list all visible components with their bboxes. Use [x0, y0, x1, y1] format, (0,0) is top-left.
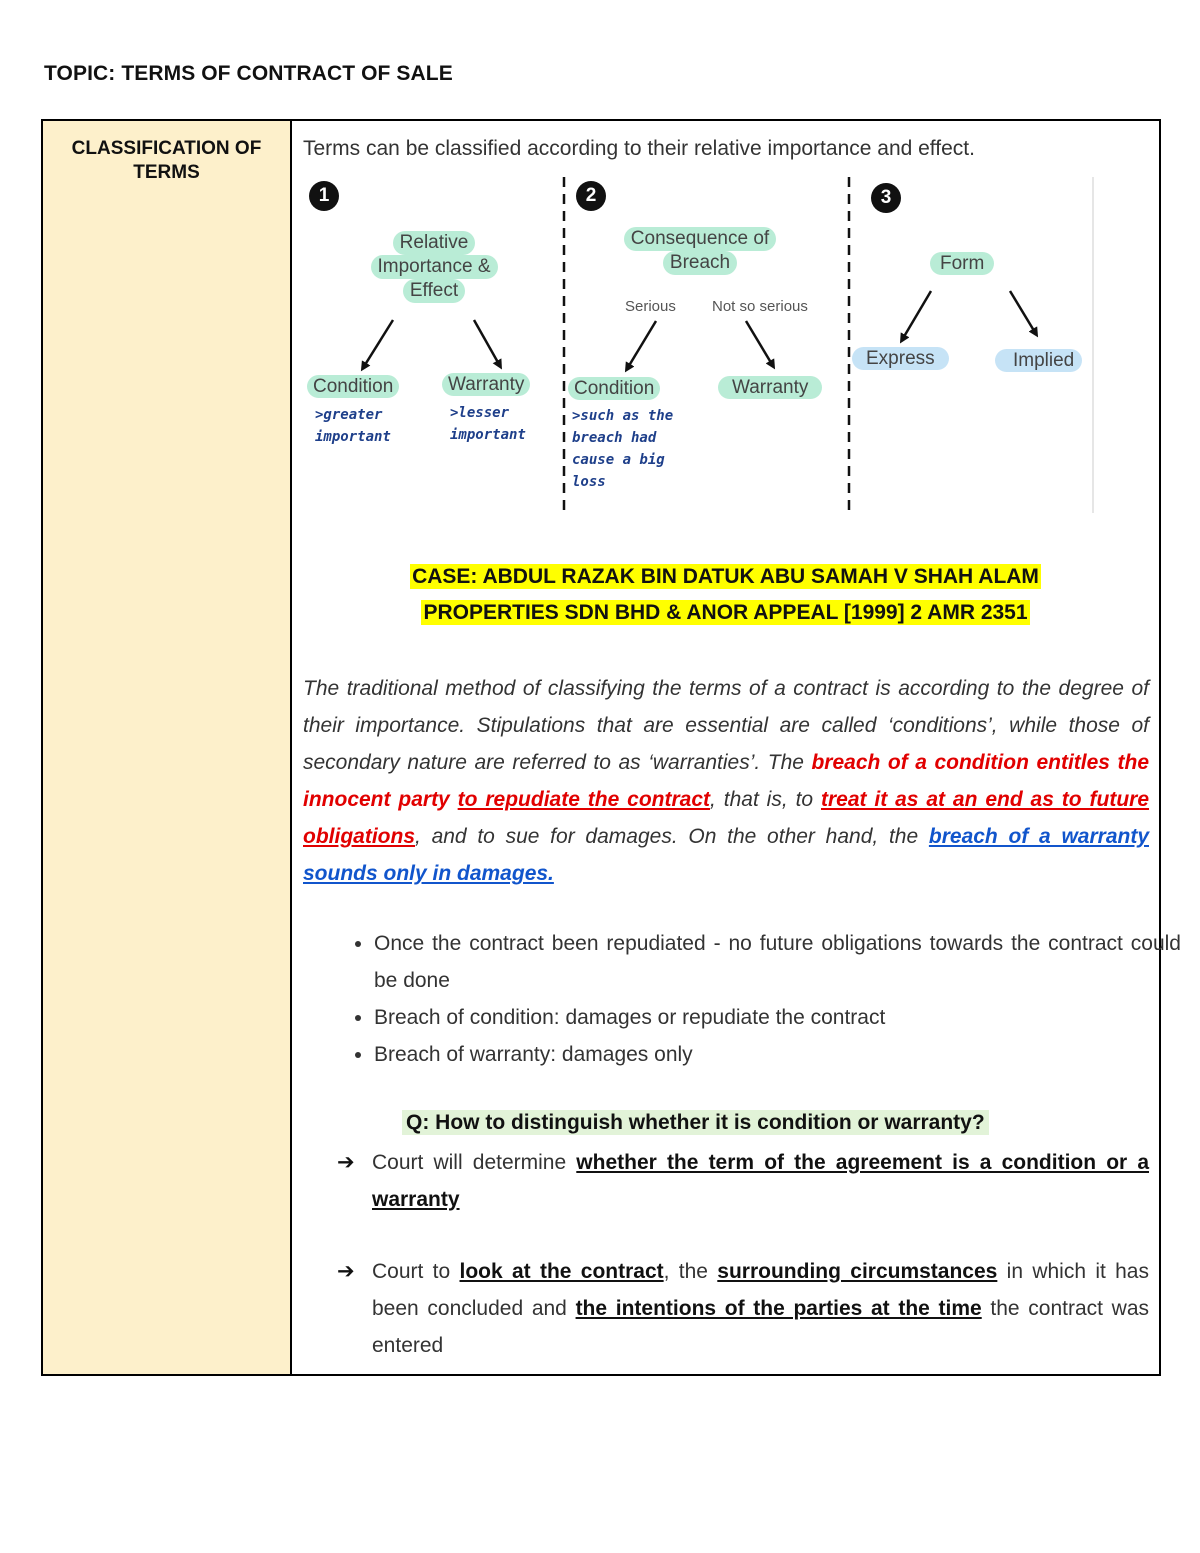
arrow-2-bold-1: look at the contract	[459, 1260, 664, 1283]
bullet-list	[342, 925, 1181, 1073]
s2-condition: Condition	[568, 377, 660, 400]
para-text-1: The traditional method of classifying the terms of a contract is according to the degree of their importance. Stipulations that are essential are called ‘conditions’, while those of secondary nature are referred to as ‘warranties’. The	[303, 677, 1149, 774]
arrow-s1-right	[474, 320, 500, 366]
s2-root	[600, 227, 800, 275]
arrow-s3-left	[902, 291, 931, 340]
case-title-line-1: CASE: ABDUL RAZAK BIN DATUK ABU SAMAH V SHAH ALAM	[412, 565, 1039, 588]
s1-condition: Condition	[307, 375, 399, 398]
arrow-s2-right	[746, 321, 773, 366]
question-heading	[402, 1108, 989, 1138]
s3-form: Form	[930, 252, 994, 275]
arrow-right-icon: ➔	[337, 1260, 355, 1283]
s1-root-line-1: Relative	[393, 231, 476, 255]
s3-express: Express	[852, 347, 949, 370]
s2-left-note: >such as the breach had cause a big loss	[572, 408, 674, 490]
section-3-badge: 3	[871, 183, 901, 213]
arrow-s3-right	[1010, 291, 1036, 334]
s3-implied: Implied	[995, 349, 1082, 372]
case-title-line-2: PROPERTIES SDN BHD & ANOR APPEAL [1999] 2 AMR 2351	[423, 601, 1028, 624]
row-label: CLASSIFICATION OF TERMS	[71, 138, 262, 183]
section-2-badge: 2	[576, 181, 606, 211]
para-blue-underline: breach of a warranty sounds only in damages.	[303, 825, 1149, 885]
para-text-4: , and to sue for damages. On the other hand, the	[415, 825, 929, 848]
arrow-2-text-1: Court to	[372, 1260, 460, 1283]
s1-root	[348, 231, 520, 303]
arrow-2-text-3: in which it has been concluded and	[372, 1260, 1149, 1320]
case-paragraph	[303, 670, 1149, 892]
notes-table	[41, 119, 1181, 1376]
arrow-2-bold-3: the intentions of the parties at the time	[575, 1297, 982, 1320]
para-text-2	[450, 788, 458, 811]
para-text-3: , that is, to	[710, 788, 821, 811]
question-text: Q: How to distinguish whether it is condition or warranty?	[402, 1110, 989, 1135]
label-cell	[43, 121, 292, 1374]
s1-root-line-3: Effect	[403, 279, 465, 303]
s2-serious-label: Serious	[625, 298, 676, 315]
bullet-item: • Breach of condition: damages or repudiate the contract	[374, 999, 1181, 1036]
s2-root-line-1: Consequence of	[624, 227, 776, 251]
arrow-item-1	[337, 1144, 1149, 1218]
page-title: TOPIC: TERMS OF CONTRACT OF SALE	[44, 62, 453, 85]
content-cell	[292, 121, 1181, 1374]
s1-warranty: Warranty	[442, 373, 530, 396]
para-red-1: breach of a condition entitles the innocent party	[303, 751, 1150, 811]
intro-text: Terms can be classified according to their relative importance and effect.	[303, 137, 975, 160]
para-red-underline-2: treat it as at an end as to future obligations	[303, 788, 1150, 848]
arrow-right-icon: ➔	[337, 1151, 355, 1174]
s2-warranty: Warranty	[718, 376, 822, 399]
s1-root-line-2: Importance &	[371, 255, 498, 279]
s1-right-note: >lesser important	[450, 405, 526, 443]
case-title	[292, 559, 1159, 631]
classification-diagram	[292, 173, 1112, 518]
arrow-item-2	[337, 1253, 1149, 1364]
bullet-item: • Once the contract been repudiated - no future obligations towards the contract could be done	[374, 925, 1181, 999]
arrow-2-text-2: , the	[663, 1260, 718, 1283]
section-1-badge: 1	[309, 181, 339, 211]
diagram-lines	[292, 173, 1112, 518]
para-red-underline-1: to repudiate the contract	[457, 788, 711, 811]
s1-left-note: >greater important	[315, 407, 391, 445]
s2-not-serious-label: Not so serious	[712, 298, 808, 315]
arrow-s1-left	[363, 320, 393, 368]
arrow-1-text: Court will determine	[372, 1151, 577, 1174]
s2-root-line-2: Breach	[663, 251, 737, 275]
bullet-item: • Breach of warranty: damages only	[374, 1036, 1181, 1073]
arrow-1-bold: whether the term of the agreement is a condition or a warranty	[372, 1151, 1149, 1211]
arrow-2-text-4: the contract was entered	[372, 1297, 1150, 1357]
arrow-2-bold-2: surrounding circumstances	[717, 1260, 998, 1283]
arrow-s2-left	[627, 321, 656, 369]
